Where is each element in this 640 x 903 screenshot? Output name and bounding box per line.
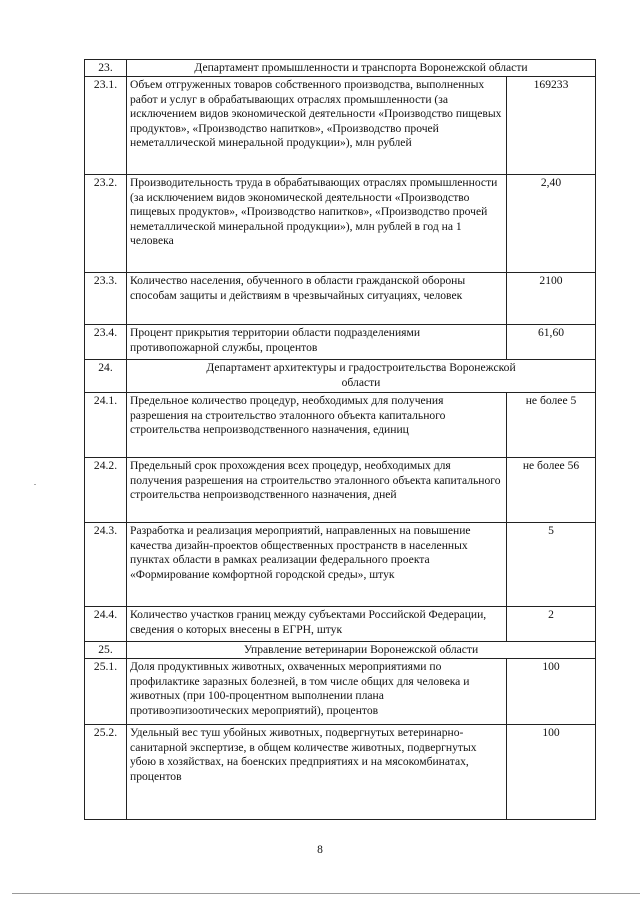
item-value: 169233 xyxy=(507,77,596,175)
table-row xyxy=(85,325,596,360)
item-text: Предельное количество процедур, необходимых для получения разрешения на строительство эталонного объекта капитального строительства непроизводственного назначения, единиц xyxy=(127,393,507,458)
item-value: 5 xyxy=(507,523,596,607)
table-row xyxy=(85,273,596,325)
section-number: 23. xyxy=(85,60,127,77)
table-row xyxy=(85,77,596,175)
item-value: не более 56 xyxy=(507,458,596,523)
section-number: 25. xyxy=(85,642,127,659)
section-header-row xyxy=(85,360,596,393)
item-text: Объем отгруженных товаров собственного производства, выполненных работ и услуг в обрабатывающих отраслях промышленности (за исключением видов экономической деятельности «Производство пищевых продуктов», «Производство напитков», «Производство прочей неметаллической минеральной продукции»), млн рублей xyxy=(127,77,507,175)
item-text: Производительность труда в обрабатывающих отраслях промышленности (за исключением видов экономической деятельности «Производство пищевых продуктов», «Производство напитков», «Производство прочей неметаллической минеральной продукции»), млн рублей в год на 1 человека xyxy=(127,175,507,273)
table-row xyxy=(85,458,596,523)
item-number: 25.2. xyxy=(85,725,127,820)
table-row xyxy=(85,523,596,607)
item-value: 2,40 xyxy=(507,175,596,273)
scan-speck xyxy=(34,484,36,485)
section-header-row xyxy=(85,60,596,77)
item-value: 2 xyxy=(507,607,596,642)
item-text: Удельный вес туш убойных животных, подвергнутых ветеринарно-санитарной экспертизе, в общем количестве животных, подвергнутых убою в хозяйствах, на боенских предприятиях и на мясокомбинатах, процентов xyxy=(127,725,507,820)
bottom-edge-divider xyxy=(12,893,640,894)
item-number: 24.3. xyxy=(85,523,127,607)
section-number: 24. xyxy=(85,360,127,393)
item-number: 25.1. xyxy=(85,659,127,725)
table-row xyxy=(85,393,596,458)
item-text: Количество участков границ между субъектами Российской Федерации, сведения о которых внесены в ЕГРН, штук xyxy=(127,607,507,642)
item-value: 61,60 xyxy=(507,325,596,360)
item-text: Предельный срок прохождения всех процедур, необходимых для получения разрешения на строительство эталонного объекта капитального строительства непроизводственного назначения, дней xyxy=(127,458,507,523)
table-row xyxy=(85,725,596,820)
item-value: 100 xyxy=(507,659,596,725)
section-title: Департамент архитектуры и градостроительства Воронежской области xyxy=(127,360,596,393)
section-title: Департамент промышленности и транспорта Воронежской области xyxy=(127,60,596,77)
item-number: 23.4. xyxy=(85,325,127,360)
item-number: 23.1. xyxy=(85,77,127,175)
item-number: 24.1. xyxy=(85,393,127,458)
indicators-table xyxy=(84,59,596,820)
table-row xyxy=(85,175,596,273)
table-row xyxy=(85,607,596,642)
item-number: 24.2. xyxy=(85,458,127,523)
item-text: Разработка и реализация мероприятий, направленных на повышение качества дизайн-проектов общественных пространств в населенных пунктах области в рамках реализации федерального проекта «Формирование комфортной городской среды», штук xyxy=(127,523,507,607)
section-title: Управление ветеринарии Воронежской области xyxy=(127,642,596,659)
item-text: Процент прикрытия территории области подразделениями противопожарной службы, процентов xyxy=(127,325,507,360)
section-header-row xyxy=(85,642,596,659)
table-row xyxy=(85,659,596,725)
item-value: 100 xyxy=(507,725,596,820)
item-number: 24.4. xyxy=(85,607,127,642)
item-number: 23.3. xyxy=(85,273,127,325)
page-number: 8 xyxy=(317,844,323,856)
item-value: не более 5 xyxy=(507,393,596,458)
item-number: 23.2. xyxy=(85,175,127,273)
item-text: Количество населения, обученного в области гражданской обороны способам защиты и действиям в чрезвычайных ситуациях, человек xyxy=(127,273,507,325)
item-value: 2100 xyxy=(507,273,596,325)
item-text: Доля продуктивных животных, охваченных мероприятиями по профилактике заразных болезней, в том числе общих для человека и животных (при 100-процентном выполнении плана противоэпизоотических мероприятий), процентов xyxy=(127,659,507,725)
